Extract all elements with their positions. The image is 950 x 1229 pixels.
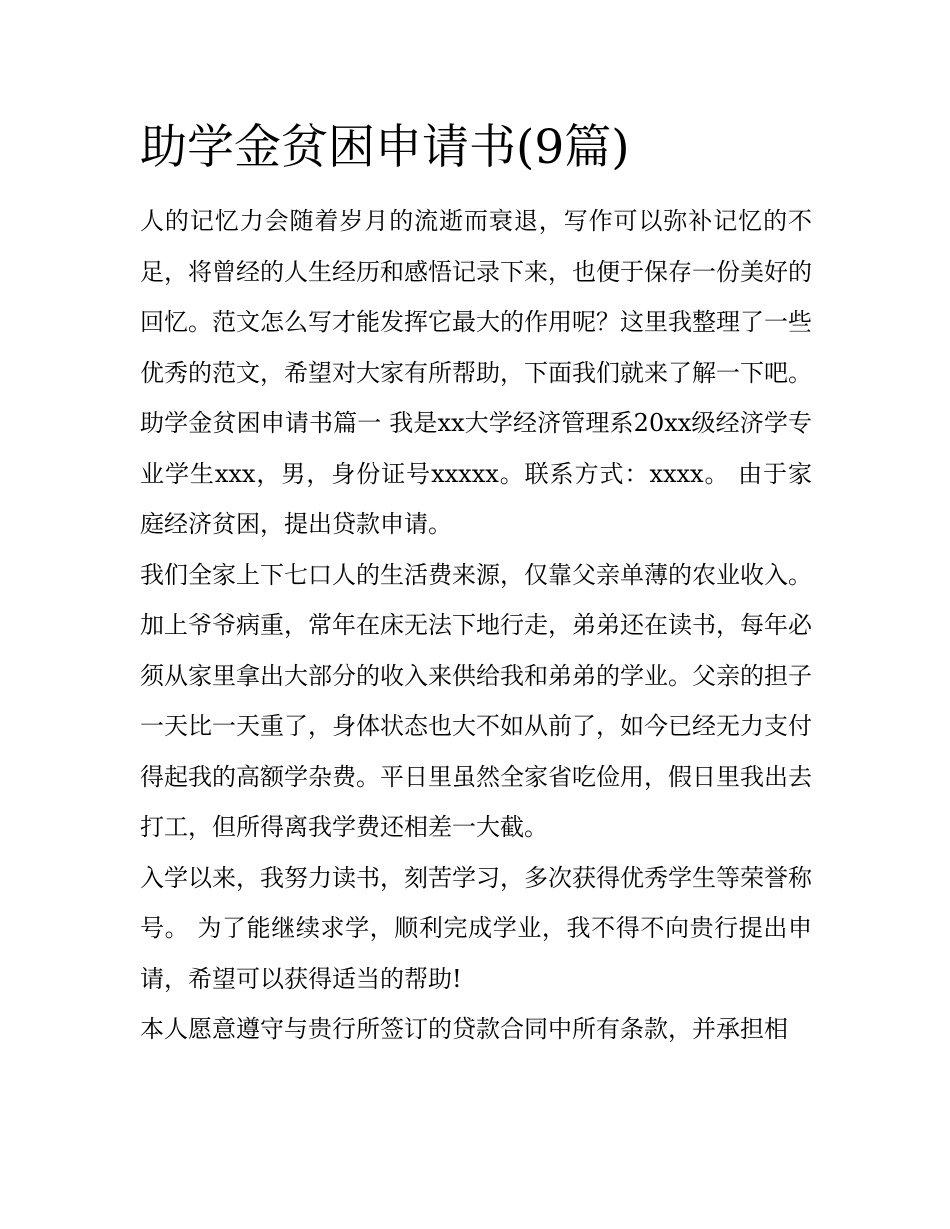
paragraph-applicant-info: 助学金贫困申请书篇一 我是xx大学经济管理系20xx级经济学专业学生xxx，男，身份证号xxxxx。联系方式：xxxx。 由于家庭经济贫困，提出贷款申请。 — [140, 409, 812, 538]
paragraph-intro: 人的记忆力会随着岁月的流逝而衰退，写作可以弥补记忆的不足，将曾经的人生经历和感悟记录下来，也便于保存一份美好的回忆。范文怎么写才能发挥它最大的作用呢？这里我整理了一些优秀的范文，希望对大家有所帮助，下面我们就来了解一下吧。 — [140, 207, 812, 387]
paragraph-study-record: 入学以来，我努力读书，刻苦学习，多次获得优秀学生等荣誉称号。 为了能继续求学，顺利完成学业，我不得不向贵行提出申请，希望可以获得适当的帮助! — [140, 863, 812, 993]
document-body — [140, 196, 812, 1055]
paragraph-family-situation: 我们全家上下七口人的生活费来源，仅靠父亲单薄的农业收入。加上爷爷病重，常年在床无法下地行走，弟弟还在读书，每年必须从家里拿出大部分的收入来供给我和弟弟的学业。父亲的担子一天比一天重了，身体状态也大不如从前了，如今已经无力支付得起我的高额学杂费。平日里虽然全家省吃俭用，假日里我出去打工，但所得离我学费还相差一大截。 — [140, 560, 812, 841]
document-title: 助学金贫困申请书(9篇) — [140, 120, 630, 175]
paragraph-commitment: 本人愿意遵守与贵行所签订的贷款合同中所有条款，并承担相 — [140, 1015, 788, 1043]
